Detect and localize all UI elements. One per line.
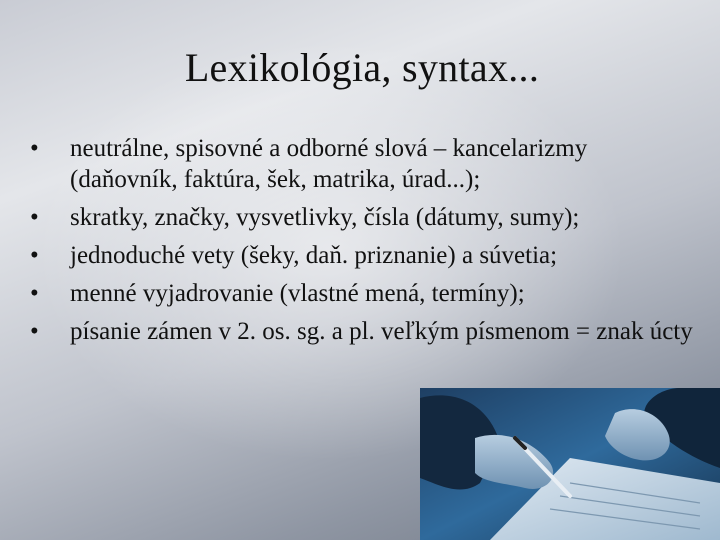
bullet-item — [30, 316, 698, 347]
bullet-text: písanie zámen v 2. os. sg. a pl. veľkým písmenom = znak úcty — [70, 318, 693, 345]
slide-title: Lexikológia, syntax... — [184, 45, 540, 90]
bullet-dot-icon: • — [30, 318, 39, 345]
bullet-item — [30, 240, 698, 271]
bullet-text: skratky, značky, vysvetlivky, čísla (dátumy, sumy); — [70, 204, 580, 231]
bullet-item — [30, 202, 698, 233]
bullet-item — [30, 133, 698, 195]
photo-illustration — [420, 388, 720, 540]
bullet-dot-icon: • — [30, 280, 39, 307]
bullet-dot-icon: • — [30, 242, 39, 269]
bullet-dot-icon: • — [30, 135, 39, 162]
bullet-list — [30, 133, 698, 354]
bullet-text: menné vyjadrovanie (vlastné mená, termíny); — [70, 280, 525, 307]
signing-document-photo-icon — [420, 388, 720, 540]
bullet-dot-icon: • — [30, 204, 39, 231]
bullet-text: neutrálne, spisovné a odborné slová – kancelarizmy (daňovník, faktúra, šek, matrika, úrad...); — [70, 135, 588, 193]
bullet-item — [30, 278, 698, 309]
bullet-text: jednoduché vety (šeky, daň. priznanie) a súvetia; — [70, 242, 558, 269]
